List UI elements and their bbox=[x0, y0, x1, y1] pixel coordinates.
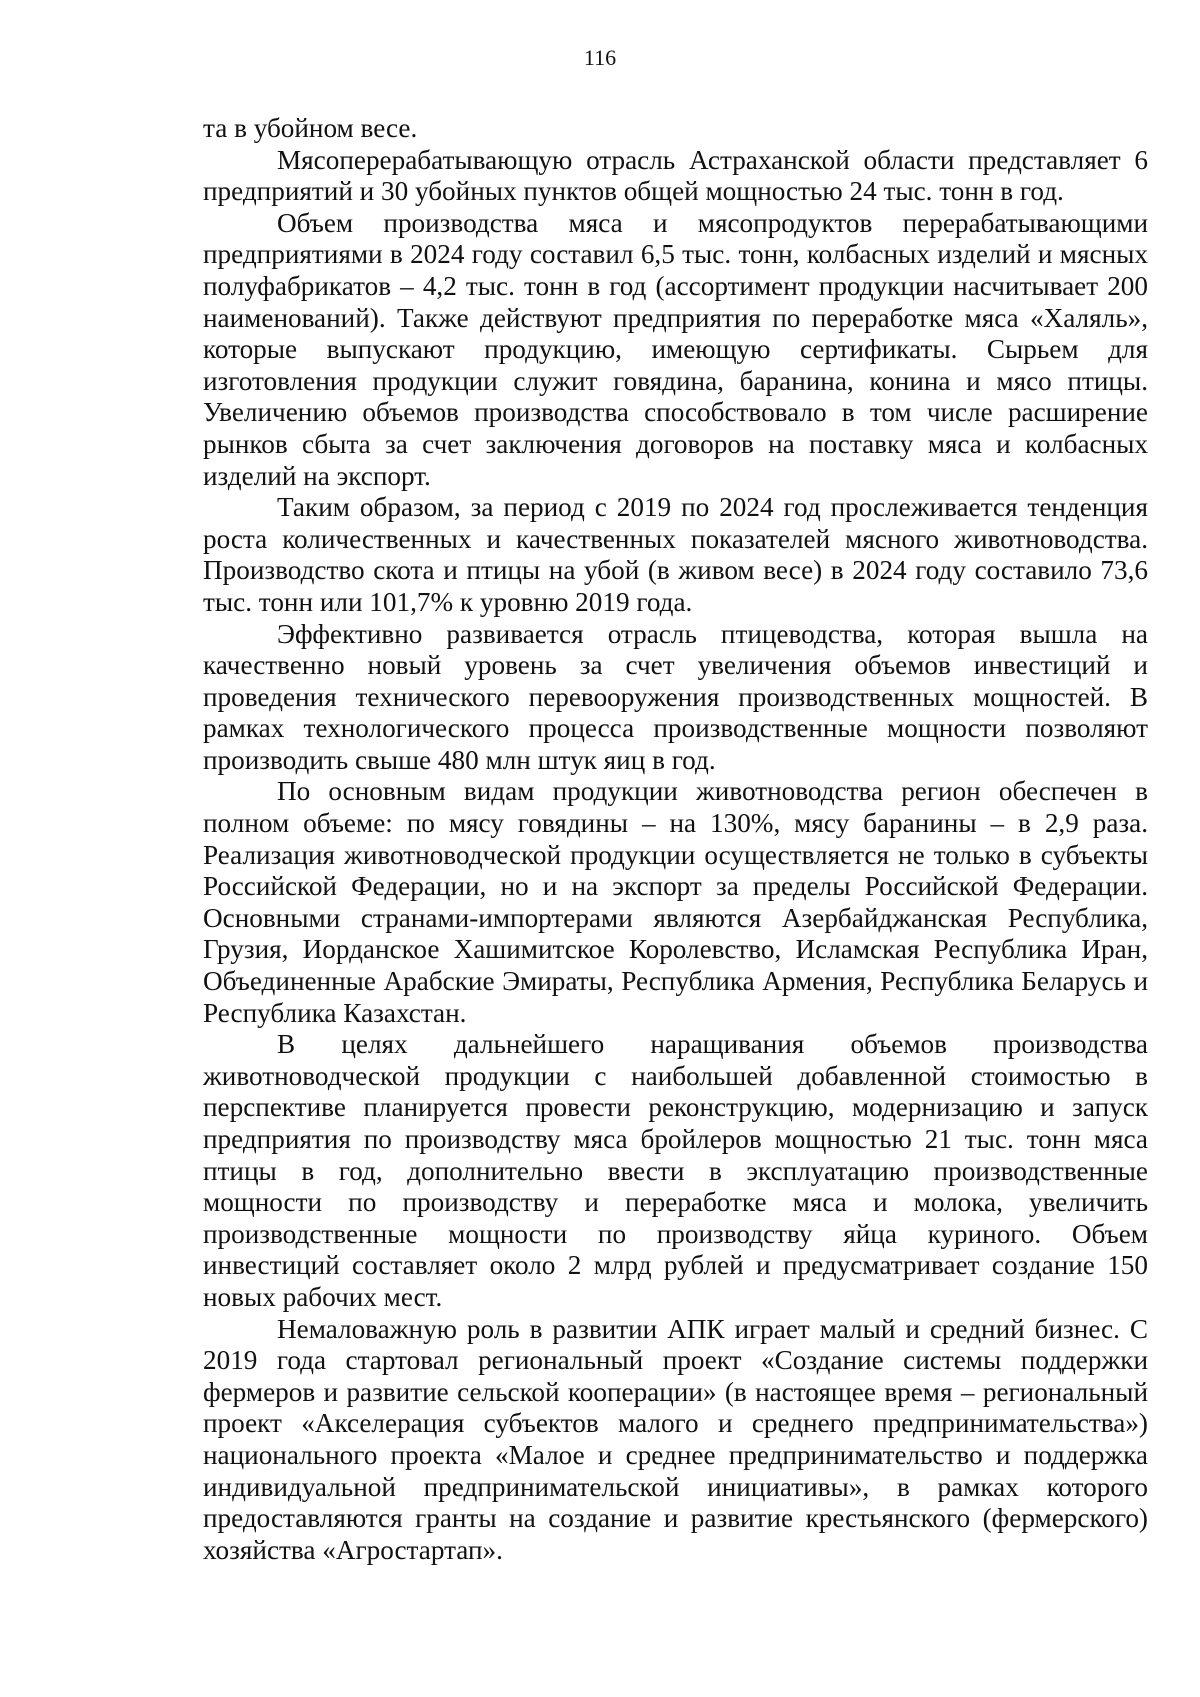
paragraph-meat-processing-industry: Мясоперерабатывающую отрасль Астраханской области представляет 6 предприятий и 30 убойных пунктов общей мощностью 24 тыс. тонн в год. bbox=[203, 144, 1148, 207]
paragraph-meat-production-volume: Объем производства мяса и мясопродуктов перерабатывающими предприятиями в 2024 году составил 6,5 тыс. тонн, колбасных изделий и мясных полуфабрикатов – 4,2 тыс. тонн в год (ассортимент продукции насчитывает 200 наименований). Также действуют предприятия по переработке мяса «Халяль», которые выпускают продукцию, имеющую сертификаты. Сырьем для изготовления продукции служит говядина, баранина, конина и мясо птицы. Увеличению объемов производства способствовало в том числе расширение рынков сбыта за счет заключения договоров на поставку мяса и колбасных изделий на экспорт. bbox=[203, 207, 1148, 491]
page-number: 116 bbox=[583, 45, 617, 70]
paragraph-poultry-industry: Эффективно развивается отрасль птицеводства, которая вышла на качественно новый уровень за счет увеличения объемов инвестиций и проведения технического перевооружения производственных мощностей. В рамках технологического процесса производственные мощности позволяют производить свыше 480 млн штук яиц в год. bbox=[203, 618, 1148, 775]
paragraph-livestock-trend: Таким образом, за период с 2019 по 2024 год прослеживается тенденция роста количественных и качественных показателей мясного животноводства. Производство скота и птицы на убой (в живом весе) в 2024 году составило 73,6 тыс. тонн или 101,7% к уровню 2019 года. bbox=[203, 492, 1148, 617]
paragraph-continuation: та в убойном весе. bbox=[203, 113, 418, 143]
paragraph-small-business: Немаловажную роль в развитии АПК играет малый и средний бизнес. С 2019 года стартовал региональный проект «Создание системы поддержки фермеров и развитие сельской кооперации» (в настоящее время – региональный проект «Акселерация субъектов малого и среднего предпринимательства») национального проекта «Малое и среднее предпринимательство и поддержка индивидуальной предпринимательской инициативы», в рамках которого предоставляются гранты на создание и развитие крестьянского (фермерского) хозяйства «Агростартап». bbox=[203, 1313, 1148, 1565]
paragraph-self-sufficiency-export: По основным видам продукции животноводства регион обеспечен в полном объеме: по мясу говядины – на 130%, мясу баранины – в 2,9 раза. Реализация животноводческой продукции осуществляется не только в субъекты Российской Федерации, но и на экспорт за пределы Российской Федерации. Основными странами-импортерами являются Азербайджанская Республика, Грузия, Иорданское Хашимитское Королевство, Исламская Республика Иран, Объединенные Арабские Эмираты, Республика Армения, Республика Беларусь и Республика Казахстан. bbox=[203, 776, 1148, 1028]
document-body bbox=[203, 113, 1148, 1566]
paragraph-investment-plans: В целях дальнейшего наращивания объемов производства животноводческой продукции с наибольшей добавленной стоимостью в перспективе планируется провести реконструкцию, модернизацию и запуск предприятия по производству мяса бройлеров мощностью 21 тыс. тонн мяса птицы в год, дополнительно ввести в эксплуатацию производственные мощности по производству и переработке мяса и молока, увеличить производственные мощности по производству яйца куриного. Объем инвестиций составляет около 2 млрд рублей и предусматривает создание 150 новых рабочих мест. bbox=[203, 1029, 1148, 1312]
